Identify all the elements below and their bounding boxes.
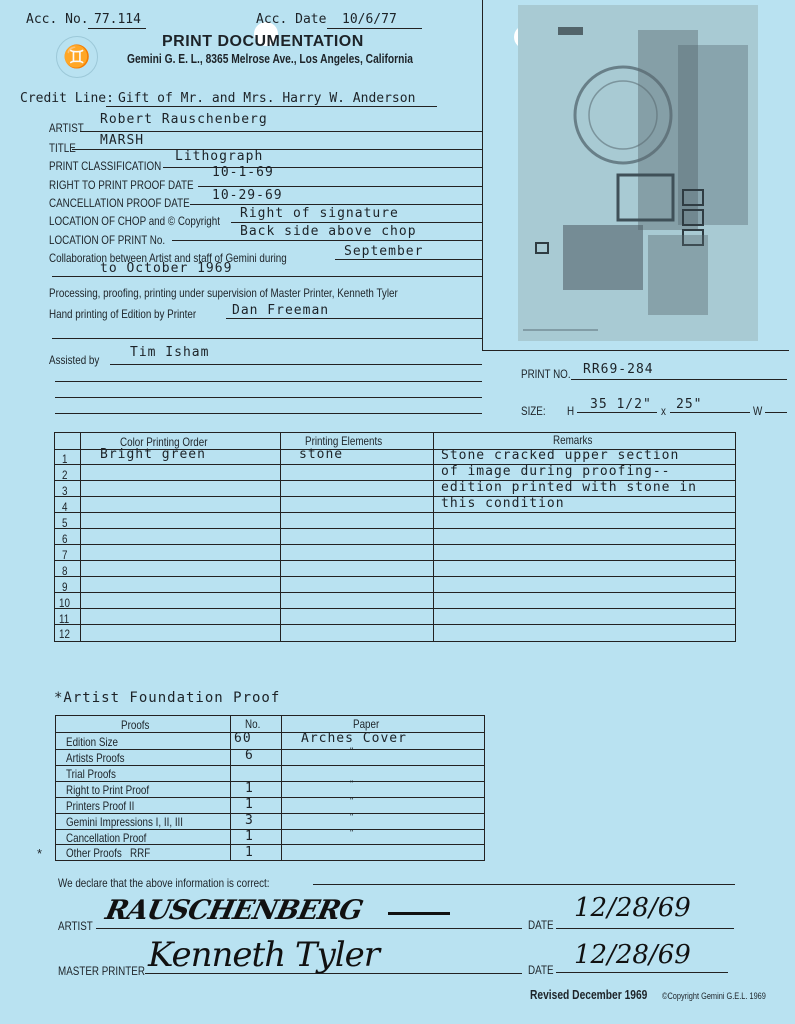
print-no-location-value[interactable]: Back side above chop xyxy=(240,224,417,239)
element-cell[interactable]: stone xyxy=(299,447,344,462)
row-number: 8 xyxy=(62,564,68,578)
proof-no[interactable]: 1 xyxy=(245,845,254,860)
title-value[interactable]: MARSH xyxy=(100,133,145,148)
size-label: SIZE: xyxy=(521,404,546,418)
row-number: 9 xyxy=(62,580,68,594)
acc-no-label: Acc. No. xyxy=(26,12,89,27)
proof-paper[interactable]: " xyxy=(350,779,354,789)
proof-label: Gemini Impressions I, II, III xyxy=(66,815,184,829)
proof-paper[interactable]: " xyxy=(350,746,354,756)
credit-line-value: Gift of Mr. and Mrs. Harry W. Anderson xyxy=(118,91,416,106)
credit-line-label: Credit Line: xyxy=(20,91,114,106)
gemini-icon: ♊ xyxy=(63,44,91,69)
classification-value[interactable]: Lithograph xyxy=(175,149,264,164)
w-label: W xyxy=(753,404,763,418)
artist-date-label: DATE xyxy=(528,918,554,932)
print-no-location-label: LOCATION OF PRINT No. xyxy=(49,233,166,247)
printer-date-label: DATE xyxy=(528,963,554,977)
proof-no[interactable]: 60 xyxy=(234,731,252,746)
row-number: 1 xyxy=(62,452,68,466)
rtp-date-value[interactable]: 10-1-69 xyxy=(212,165,274,180)
proof-paper[interactable]: Arches Cover xyxy=(301,731,407,746)
rtp-date-label: RIGHT TO PRINT PROOF DATE xyxy=(49,178,194,192)
classification-label: PRINT CLASSIFICATION xyxy=(49,159,162,173)
collaboration-value-2[interactable]: to October 1969 xyxy=(100,261,233,276)
artist-date[interactable]: 12/28/69 xyxy=(574,893,691,923)
color-cell[interactable]: Bright green xyxy=(100,447,206,462)
proof-label: Artists Proofs xyxy=(66,751,125,765)
master-printer-signature[interactable]: Kenneth Tyler xyxy=(148,935,380,975)
height-value[interactable]: 35 1/2" xyxy=(590,397,652,412)
proof-label: Other Proofs RRF xyxy=(66,846,151,860)
width-value[interactable]: 25" xyxy=(676,397,703,412)
col-header-paper: Paper xyxy=(353,717,380,731)
foundation-proof-note: *Artist Foundation Proof xyxy=(54,690,281,706)
hand-printing-value[interactable]: Dan Freeman xyxy=(232,303,330,318)
chop-value[interactable]: Right of signature xyxy=(240,206,399,221)
proof-no[interactable]: 6 xyxy=(245,748,254,763)
color-printing-table xyxy=(54,432,736,642)
declaration-text: We declare that the above information is correct: xyxy=(58,876,270,890)
signature-flourish xyxy=(388,912,450,915)
proof-label: Cancellation Proof xyxy=(66,831,147,845)
remark-cell[interactable]: edition printed with stone in xyxy=(441,480,697,495)
proof-no[interactable]: 1 xyxy=(245,829,254,844)
col-header-remarks: Remarks xyxy=(553,433,593,447)
row-number: 7 xyxy=(62,548,68,562)
row-number: 12 xyxy=(59,627,70,641)
row-number: 4 xyxy=(62,500,68,514)
cancel-date-label: CANCELLATION PROOF DATE xyxy=(49,196,190,210)
proof-paper[interactable]: " xyxy=(350,828,354,838)
height-label: H xyxy=(567,404,575,418)
chop-label: LOCATION OF CHOP and © Copyright xyxy=(49,214,220,228)
collaboration-value-1[interactable]: September xyxy=(344,244,424,259)
artwork-photo xyxy=(518,5,758,341)
row-number: 6 xyxy=(62,532,68,546)
printer-date[interactable]: 12/28/69 xyxy=(574,940,691,970)
artist-value[interactable]: Robert Rauschenberg xyxy=(100,112,268,127)
artist-label: ARTIST xyxy=(49,121,84,135)
col-header-proofs: Proofs xyxy=(121,718,150,732)
gemini-logo xyxy=(56,36,98,78)
col-header-color: Color Printing Order xyxy=(120,435,208,449)
remark-cell[interactable]: this condition xyxy=(441,496,565,511)
row-number: 3 xyxy=(62,484,68,498)
col-header-elements: Printing Elements xyxy=(305,434,383,448)
cancel-date-value[interactable]: 10-29-69 xyxy=(212,188,283,203)
proofs-table xyxy=(55,715,485,861)
proof-paper[interactable]: " xyxy=(350,812,354,822)
proof-paper[interactable]: " xyxy=(350,796,354,806)
master-printer-label: MASTER PRINTER xyxy=(58,964,145,978)
row-number: 2 xyxy=(62,468,68,482)
row-number: 11 xyxy=(59,612,70,626)
artist-signature-label: ARTIST xyxy=(58,919,93,933)
processing-note: Processing, proofing, printing under supervision of Master Printer, Kenneth Tyler xyxy=(49,286,398,300)
print-no-label: PRINT NO. xyxy=(521,367,571,381)
acc-date-value: 10/6/77 xyxy=(342,12,397,27)
proof-label: Edition Size xyxy=(66,735,118,749)
assisted-by-value[interactable]: Tim Isham xyxy=(130,345,210,360)
collaboration-label: Collaboration between Artist and staff of Gemini during xyxy=(49,251,287,265)
remark-cell[interactable]: Stone cracked upper section xyxy=(441,448,680,463)
proof-label: Printers Proof II xyxy=(66,799,135,813)
proof-no[interactable]: 1 xyxy=(245,797,254,812)
page-title: PRINT DOCUMENTATION xyxy=(162,33,364,50)
asterisk-marker: * xyxy=(37,846,43,861)
page-subtitle: Gemini G. E. L., 8365 Melrose Ave., Los Angeles, California xyxy=(127,52,413,66)
row-number: 5 xyxy=(62,516,68,530)
print-no-value[interactable]: RR69-284 xyxy=(583,362,654,377)
proof-no[interactable]: 1 xyxy=(245,781,254,796)
revised-note: Revised December 1969 xyxy=(530,988,648,1002)
col-header-no: No. xyxy=(245,717,261,731)
remark-cell[interactable]: of image during proofing-- xyxy=(441,464,671,479)
proof-label: Right to Print Proof xyxy=(66,783,150,797)
acc-date-label: Acc. Date xyxy=(256,12,327,27)
title-label: TITLE xyxy=(49,141,76,155)
row-number: 10 xyxy=(59,596,70,610)
by-label: x xyxy=(661,404,666,418)
hand-printing-label: Hand printing of Edition by Printer xyxy=(49,307,197,321)
proof-label: Trial Proofs xyxy=(66,767,116,781)
artist-signature[interactable]: RAUSCHENBERG xyxy=(102,895,365,926)
proof-no[interactable]: 3 xyxy=(245,813,254,828)
assisted-by-label: Assisted by xyxy=(49,353,100,367)
copyright-note: ©Copyright Gemini G.E.L. 1969 xyxy=(662,991,766,1001)
acc-no-value: 77.114 xyxy=(94,12,141,27)
